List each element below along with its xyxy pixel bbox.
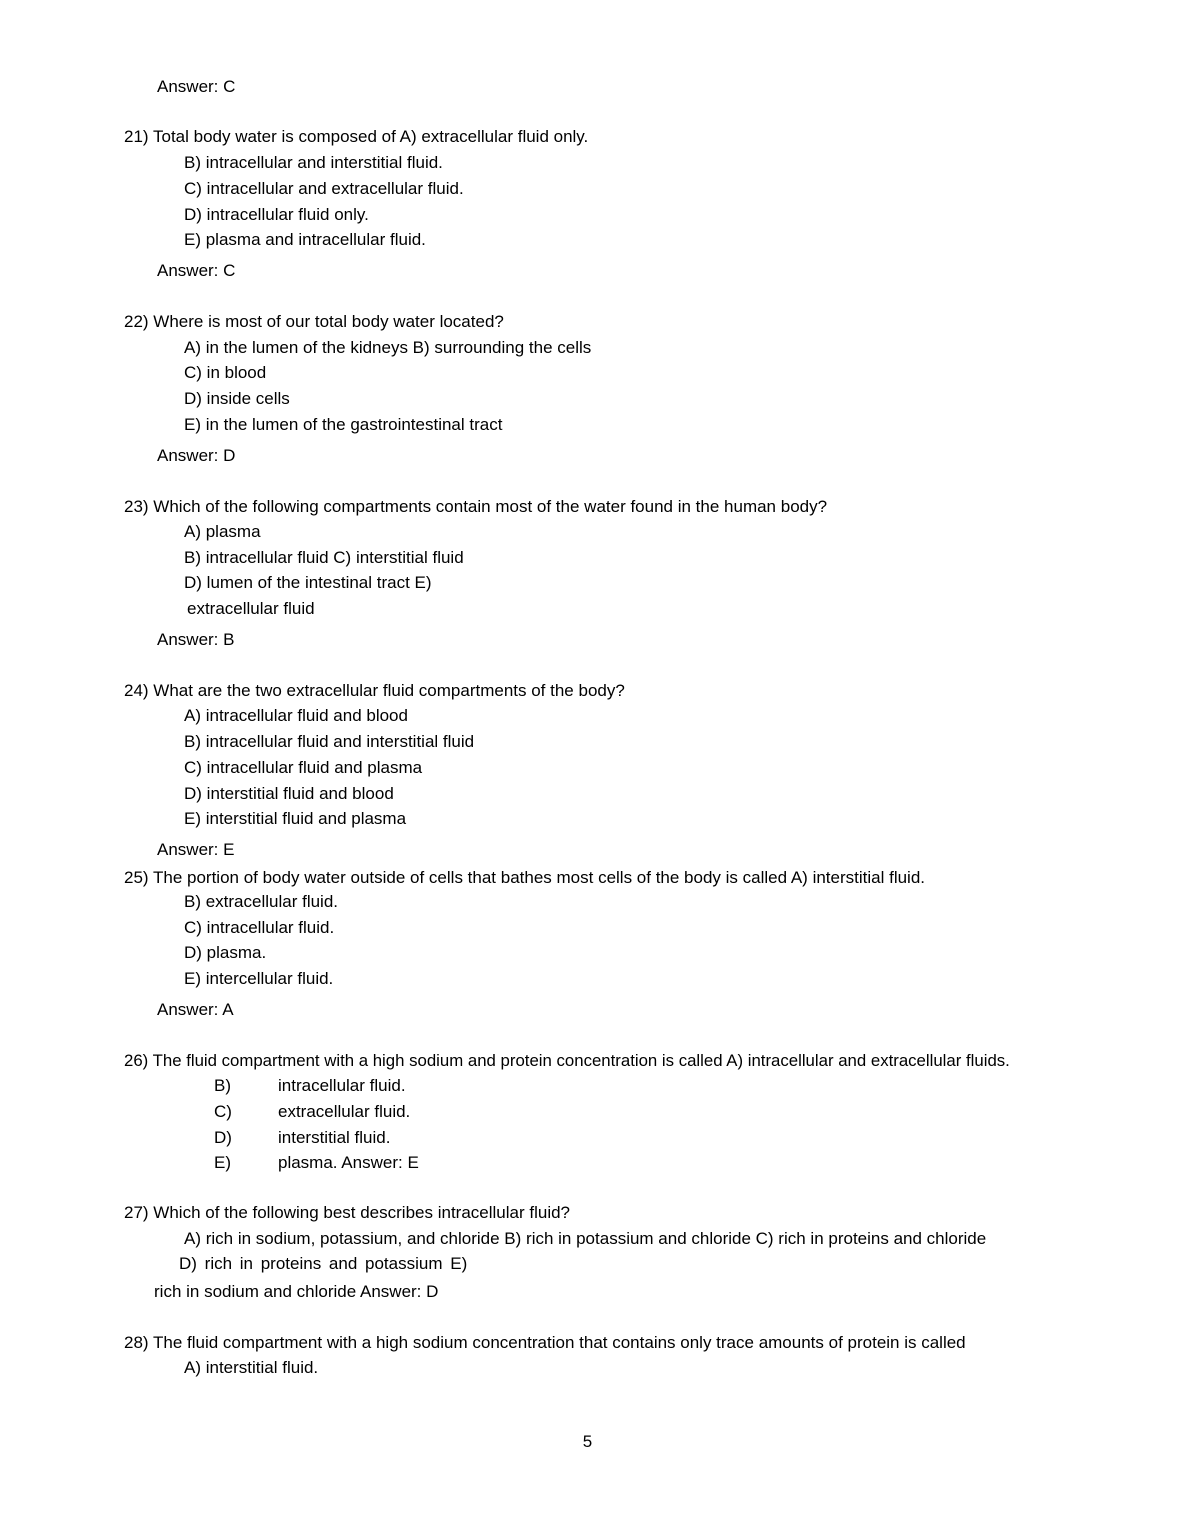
answer-22: Answer: D — [157, 446, 236, 465]
option-26-e-text: plasma. Answer: E — [278, 1153, 419, 1172]
question-28: 28) The fluid compartment with a high sodium concentration that contains only trace amounts of protein is called — [124, 1333, 966, 1352]
option-26-d-text: interstitial fluid. — [278, 1128, 391, 1147]
option-26-e-label: E) — [214, 1153, 231, 1172]
question-26: 26) The fluid compartment with a high sodium and protein concentration is called A) intracellular and extracellular fluids. — [124, 1051, 1010, 1070]
option-24-c: C) intracellular fluid and plasma — [184, 758, 423, 777]
page-number: 5 — [582, 1432, 593, 1451]
option-28-a: A) interstitial fluid. — [184, 1358, 319, 1377]
option-22-e: E) in the lumen of the gastrointestinal tract — [184, 415, 503, 434]
question-22: 22) Where is most of our total body water located? — [124, 312, 504, 331]
option-26-b-label: B) — [214, 1076, 231, 1095]
option-23-d: D) lumen of the intestinal tract E) — [184, 573, 432, 592]
option-25-b: B) extracellular fluid. — [184, 892, 339, 911]
option-21-d: D) intracellular fluid only. — [184, 205, 369, 224]
question-25: 25) The portion of body water outside of cells that bathes most cells of the body is called A) interstitial fluid. — [124, 868, 926, 887]
option-24-b: B) intracellular fluid and interstitial fluid — [184, 732, 475, 751]
option-26-b-text: intracellular fluid. — [278, 1076, 406, 1095]
answer-24: Answer: E — [157, 840, 235, 859]
question-21: 21) Total body water is composed of A) extracellular fluid only. — [124, 127, 589, 146]
option-26-d-label: D) — [214, 1128, 232, 1147]
option-27-a: A) rich in sodium, potassium, and chloride B) rich in potassium and chloride C) rich in proteins and chloride — [184, 1229, 987, 1248]
option-21-c: C) intracellular and extracellular fluid. — [184, 179, 464, 198]
answer-25: Answer: A — [157, 1000, 234, 1019]
question-24: 24) What are the two extracellular fluid compartments of the body? — [124, 681, 625, 700]
option-25-d: D) plasma. — [184, 943, 267, 962]
option-23-a: A) plasma — [184, 522, 261, 541]
option-21-b: B) intracellular and interstitial fluid. — [184, 153, 443, 172]
option-24-e: E) interstitial fluid and plasma — [184, 809, 407, 828]
option-23-b: B) intracellular fluid C) interstitial fluid — [184, 548, 464, 567]
option-27-e-answer: rich in sodium and chloride Answer: D — [154, 1282, 439, 1301]
option-25-e: E) intercellular fluid. — [184, 969, 334, 988]
option-21-e: E) plasma and intracellular fluid. — [184, 230, 426, 249]
option-24-a: A) intracellular fluid and blood — [184, 706, 408, 725]
question-23: 23) Which of the following compartments contain most of the water found in the human body? — [124, 497, 828, 516]
option-22-d: D) inside cells — [184, 389, 290, 408]
option-27-d: D) rich in proteins and potassium E) — [179, 1254, 468, 1273]
question-27: 27) Which of the following best describes intracellular fluid? — [124, 1203, 571, 1222]
option-22-a: A) in the lumen of the kidneys B) surrounding the cells — [184, 338, 592, 357]
option-26-c-label: C) — [214, 1102, 232, 1121]
answer-20: Answer: C — [157, 77, 236, 96]
option-22-c: C) in blood — [184, 363, 267, 382]
option-25-c: C) intracellular fluid. — [184, 918, 335, 937]
answer-21: Answer: C — [157, 261, 236, 280]
answer-23: Answer: B — [157, 630, 235, 649]
option-24-d: D) interstitial fluid and blood — [184, 784, 394, 803]
option-23-e-text: extracellular fluid — [187, 599, 315, 618]
option-26-c-text: extracellular fluid. — [278, 1102, 411, 1121]
